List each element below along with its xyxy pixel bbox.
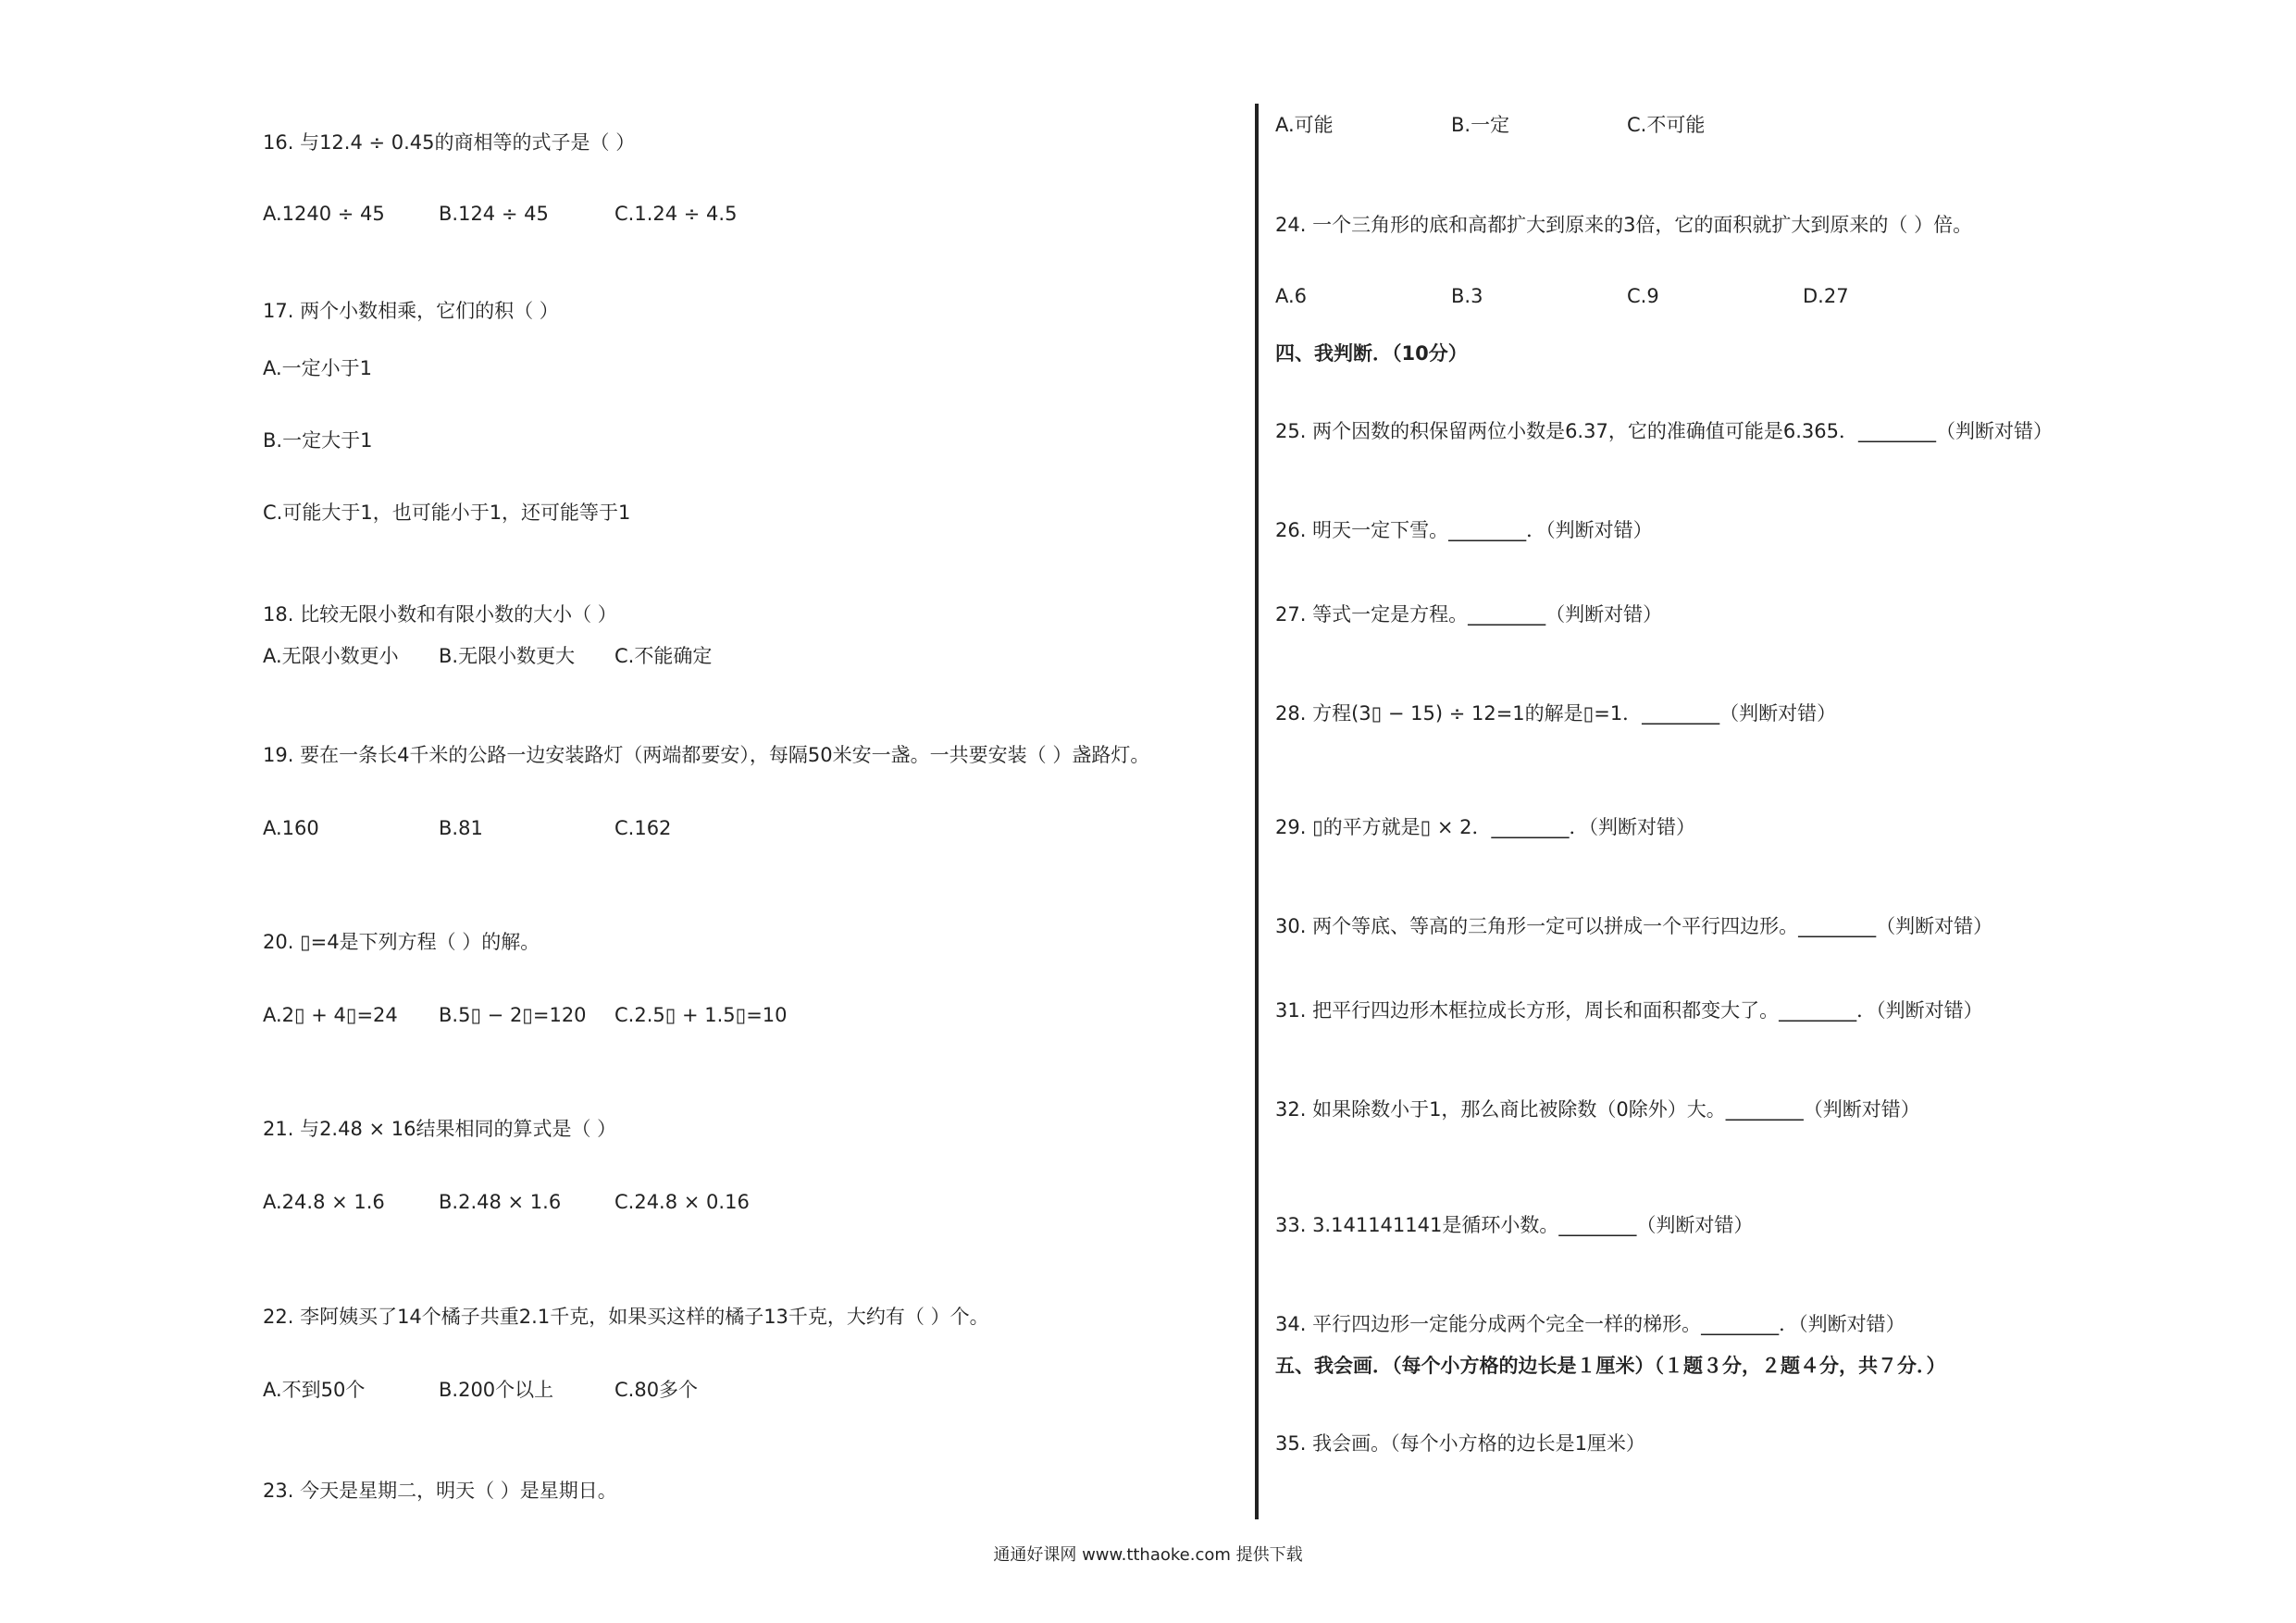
column-divider — [1255, 104, 1259, 1519]
q21-option-b: B.2.48 × 1.6 — [439, 1191, 562, 1213]
q17-option-c: C.可能大于1，也可能小于1，还可能等于1 — [263, 502, 631, 524]
question-20-stem: 20. ▯=4是下列方程（ ）的解。 — [263, 931, 540, 953]
q23-option-b: B.一定 — [1451, 114, 1510, 136]
question-32: 32. 如果除数小于1，那么商比被除数（0除外）大。________（判断对错） — [1275, 1098, 1920, 1121]
question-23-stem: 23. 今天是星期二，明天（ ）是星期日。 — [263, 1480, 617, 1502]
q18-option-b: B.无限小数更大 — [439, 645, 576, 667]
q20-option-c: C.2.5▯ + 1.5▯=10 — [614, 1004, 788, 1026]
question-33: 33. 3.141141141是循环小数。________（判断对错） — [1275, 1214, 1754, 1236]
q20-option-a: A.2▯ + 4▯=24 — [263, 1004, 398, 1026]
question-29: 29. ▯的平方就是▯ × 2．________．（判断对错） — [1275, 816, 1695, 838]
question-26: 26. 明天一定下雪。________．（判断对错） — [1275, 519, 1653, 541]
question-16-stem: 16. 与12.4 ÷ 0.45的商相等的式子是（ ） — [263, 131, 636, 154]
q23-option-c: C.不可能 — [1627, 114, 1706, 136]
question-17-stem: 17. 两个小数相乘，它们的积（ ） — [263, 300, 559, 322]
question-25: 25. 两个因数的积保留两位小数是6.37，它的准确值可能是6.365．________（判断对错） — [1275, 420, 2053, 442]
question-30: 30. 两个等底、等高的三角形一定可以拼成一个平行四边形。________（判断对错） — [1275, 915, 1993, 937]
q19-option-a: A.160 — [263, 817, 319, 839]
question-27: 27. 等式一定是方程。________（判断对错） — [1275, 603, 1663, 626]
question-35: 35. 我会画。（每个小方格的边长是1厘米） — [1275, 1432, 1645, 1455]
q22-option-a: A.不到50个 — [263, 1379, 366, 1401]
q24-option-b: B.3 — [1451, 285, 1483, 307]
question-31: 31. 把平行四边形木框拉成长方形，周长和面积都变大了。________．（判断对错） — [1275, 999, 1983, 1022]
left-column — [263, 0, 1225, 1623]
question-22-stem: 22. 李阿姨买了14个橘子共重2.1千克，如果买这样的橘子13千克，大约有（ ）个。 — [263, 1306, 989, 1328]
q16-option-c: C.1.24 ÷ 4.5 — [614, 203, 738, 225]
question-18-stem: 18. 比较无限小数和有限小数的大小（ ） — [263, 603, 617, 626]
q18-option-c: C.不能确定 — [614, 645, 713, 667]
q22-option-c: C.80多个 — [614, 1379, 699, 1401]
page-footer: 通通好课网 www.tthaoke.com 提供下载 — [993, 1545, 1303, 1565]
q24-option-c: C.9 — [1627, 285, 1659, 307]
q20-option-b: B.5▯ − 2▯=120 — [439, 1004, 587, 1026]
question-24-stem: 24. 一个三角形的底和高都扩大到原来的3倍，它的面积就扩大到原来的（ ）倍。 — [1275, 214, 1973, 236]
right-column — [1275, 0, 2108, 1623]
q17-option-a: A.一定小于1 — [263, 357, 373, 379]
q24-option-d: D.27 — [1803, 285, 1849, 307]
section-5-heading: 五、我会画．（每个小方格的边长是１厘米）（１题３分，２题４分，共７分．） — [1275, 1355, 1946, 1377]
question-19-stem: 19. 要在一条长4千米的公路一边安装路灯（两端都要安），每隔50米安一盏。一共要安装（ ）盏路灯。 — [263, 744, 1150, 766]
q24-option-a: A.6 — [1275, 285, 1308, 307]
q21-option-a: A.24.8 × 1.6 — [263, 1191, 385, 1213]
question-21-stem: 21. 与2.48 × 16结果相同的算式是（ ） — [263, 1118, 617, 1140]
q19-option-c: C.162 — [614, 817, 672, 839]
q17-option-b: B.一定大于1 — [263, 429, 373, 452]
question-28: 28. 方程(3▯ − 15) ÷ 12=1的解是▯=1．________（判断对错） — [1275, 702, 1837, 725]
q19-option-b: B.81 — [439, 817, 483, 839]
q22-option-b: B.200个以上 — [439, 1379, 554, 1401]
q18-option-a: A.无限小数更小 — [263, 645, 399, 667]
q16-option-a: A.1240 ÷ 45 — [263, 203, 385, 225]
section-4-heading: 四、我判断．（10分） — [1275, 342, 1468, 365]
q23-option-a: A.可能 — [1275, 114, 1334, 136]
question-34: 34. 平行四边形一定能分成两个完全一样的梯形。________．（判断对错） — [1275, 1313, 1905, 1335]
q21-option-c: C.24.8 × 0.16 — [614, 1191, 750, 1213]
q16-option-b: B.124 ÷ 45 — [439, 203, 549, 225]
